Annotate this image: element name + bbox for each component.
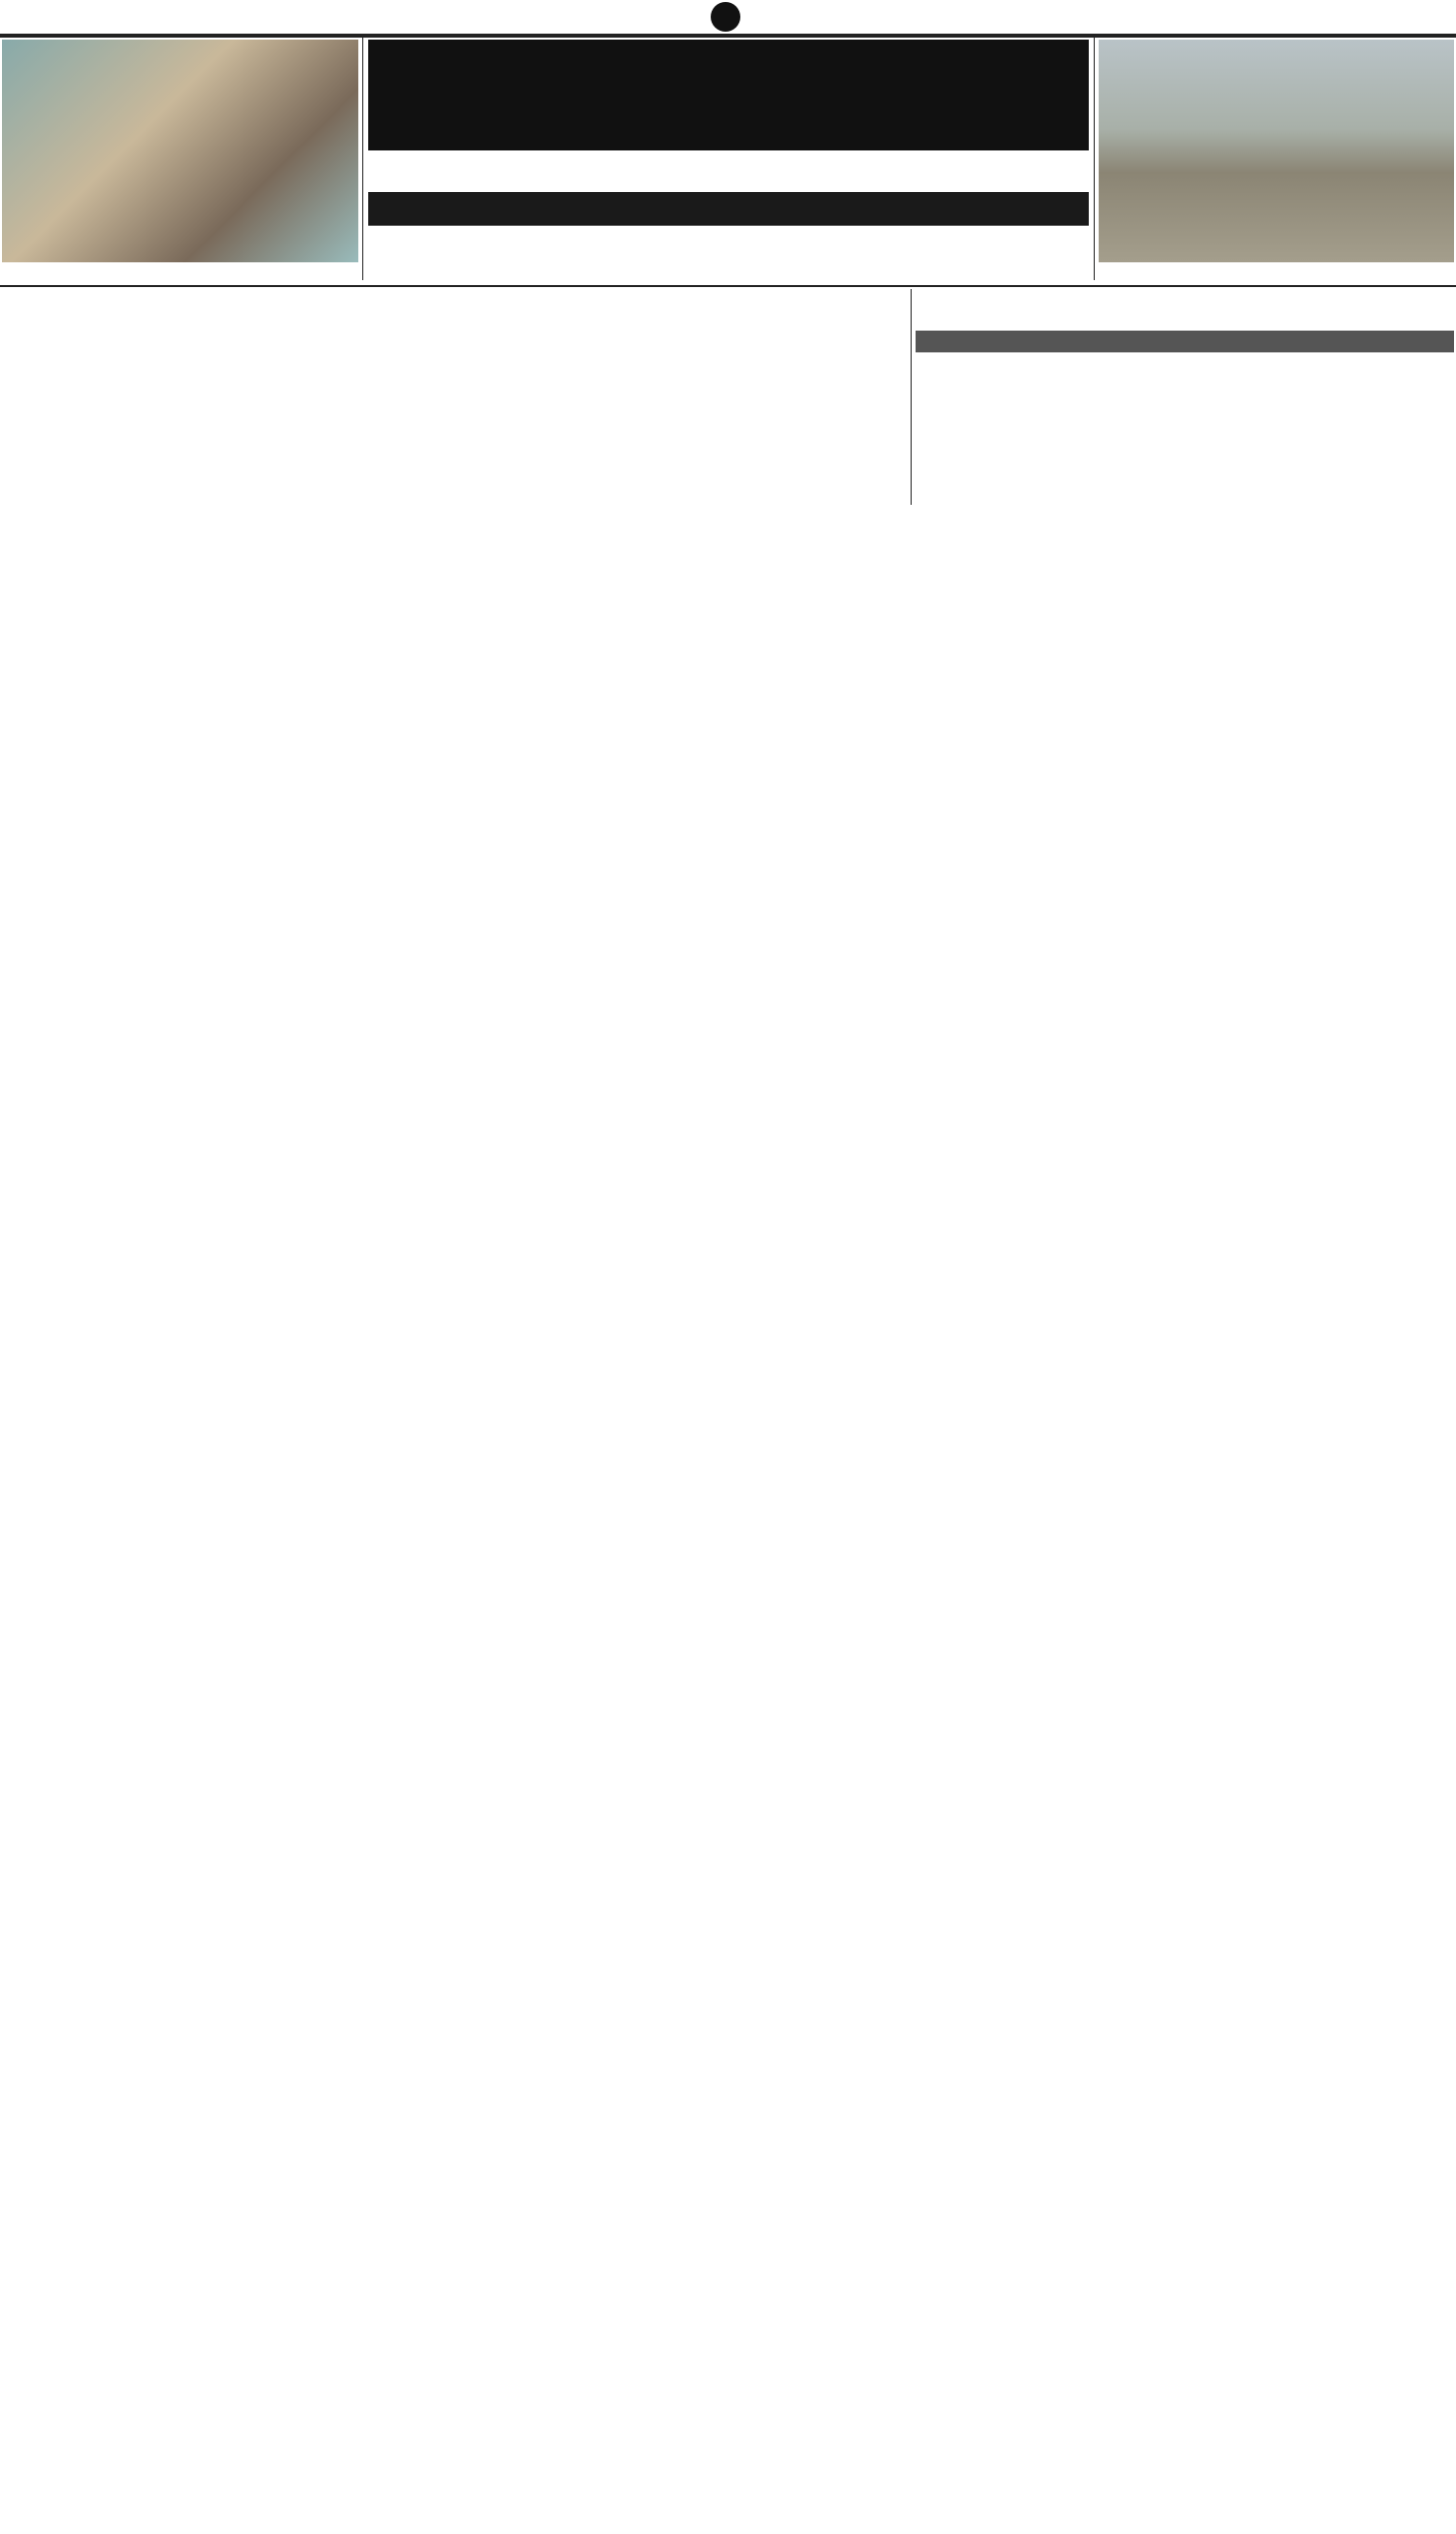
section-rule xyxy=(0,285,1456,287)
lead-strap xyxy=(368,192,1089,226)
column-rule xyxy=(911,289,912,505)
photo-flooded-street xyxy=(1099,40,1454,262)
column-rule xyxy=(1094,38,1095,280)
lead-headline xyxy=(368,40,1089,150)
photo-officials-inspection xyxy=(2,40,358,262)
column-rule xyxy=(362,38,363,280)
lead-body xyxy=(368,230,1089,281)
farrukh-body xyxy=(916,356,1454,500)
farrukh-headline xyxy=(916,292,1454,328)
masthead xyxy=(0,0,1456,36)
top-rule xyxy=(0,34,1456,38)
lead-subhead xyxy=(368,152,1089,188)
page-number xyxy=(711,2,740,32)
farrukh-subhead xyxy=(916,331,1454,352)
